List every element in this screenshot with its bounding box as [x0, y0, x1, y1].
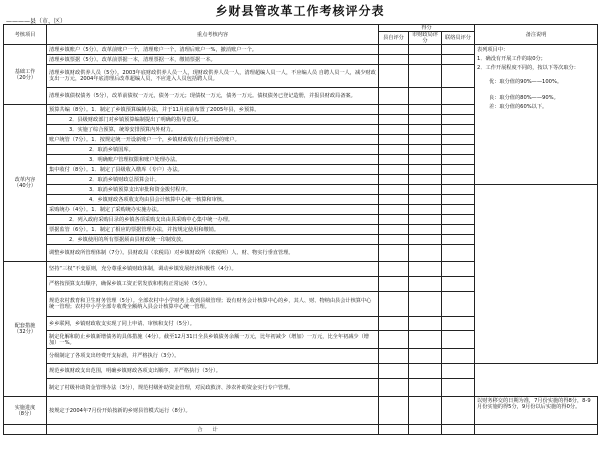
header-joint-score: 联络员评分	[442, 32, 475, 45]
row-content: 票据监管（6分）。1．制定了相应的票据管理办法，并按规定使用和缴销。	[47, 225, 379, 235]
city-score-cell[interactable]	[409, 397, 442, 425]
joint-score-cell[interactable]	[442, 65, 475, 88]
header-remark: 备注说明	[475, 25, 598, 45]
table-row	[4, 379, 598, 397]
self-score-cell[interactable]	[379, 45, 409, 55]
self-score-cell[interactable]	[379, 277, 409, 292]
self-score-cell[interactable]	[379, 317, 409, 331]
row-content: 清理乡镇账户（5分）。改革前账户一个，清理账户一个，清理后账户一%，撤消账户一个。	[47, 45, 379, 55]
city-score-cell[interactable]	[409, 225, 442, 235]
row-content: 清理乡镇债权债务（5分），改革前债权一万元，债务一万元；现债权一万元，债务一万元。债权债务已登记造册，并报县财政局备案。	[47, 88, 379, 105]
city-total-cell[interactable]	[409, 425, 442, 435]
city-score-cell[interactable]	[409, 205, 442, 215]
remark-line: 优：取分值的90%——100%。	[489, 79, 563, 85]
self-score-cell[interactable]	[379, 215, 409, 225]
joint-score-cell[interactable]	[442, 195, 475, 205]
city-score-cell[interactable]	[409, 215, 442, 225]
remark-line: 2．工作开展程度不同的，按以下等次取分：	[477, 65, 579, 71]
category-support-points: （32分）	[13, 329, 37, 335]
header-score-group: 得分	[379, 25, 475, 32]
joint-score-cell[interactable]	[442, 165, 475, 175]
joint-score-cell[interactable]	[442, 115, 475, 125]
self-score-cell[interactable]	[379, 364, 409, 379]
total-label-blank	[4, 425, 47, 435]
self-total-cell[interactable]	[379, 425, 409, 435]
self-score-cell[interactable]	[379, 205, 409, 215]
category-reform-points: （40分）	[13, 183, 37, 189]
city-score-cell[interactable]	[409, 165, 442, 175]
city-score-cell[interactable]	[409, 65, 442, 88]
row-content: 规范乡镇财政支出范围，明确乡镇财政各项支出顺序，并严格执行（3分）。	[47, 364, 379, 379]
self-score-cell[interactable]	[379, 235, 409, 245]
self-score-cell[interactable]	[379, 135, 409, 145]
joint-score-cell[interactable]	[442, 215, 475, 225]
row-content: 2．取消乡镇国库。	[47, 145, 379, 155]
city-score-cell[interactable]	[409, 292, 442, 317]
joint-score-cell[interactable]	[442, 277, 475, 292]
city-score-cell[interactable]	[409, 115, 442, 125]
city-score-cell[interactable]	[409, 235, 442, 245]
row-content: 3．明确账户管理权限和账户处理办法。	[47, 155, 379, 165]
page-title: 乡财县管改革工作考核评分表	[215, 4, 385, 18]
self-score-cell[interactable]	[379, 225, 409, 235]
city-score-cell[interactable]	[409, 379, 442, 397]
city-score-cell[interactable]	[409, 155, 442, 165]
row-content: 分级制定了各项支出经费开支标准，并严格执行（3分）。	[47, 349, 379, 364]
remark-line: 良：取分值的80%——90%。	[489, 95, 559, 101]
city-score-cell[interactable]	[409, 135, 442, 145]
row-content: 2．列入政府采购目录的乡镇各项采购支出由县采购中心集中统一办理。	[47, 215, 379, 225]
row-content: 制定了村级补助资金管理办法（3分），规范村级补助资金管理，对民政救济、涉农补助资金实行专户管理。	[47, 379, 379, 397]
self-score-cell[interactable]	[379, 155, 409, 165]
joint-score-cell[interactable]	[442, 349, 475, 364]
joint-score-cell[interactable]	[442, 225, 475, 235]
category-progress-name: 实施进度	[14, 404, 36, 411]
self-score-cell[interactable]	[379, 379, 409, 397]
row-content: 采购统办（4分）。1．制定了采购统办实施办法。	[47, 205, 379, 215]
self-score-cell[interactable]	[379, 125, 409, 135]
joint-score-cell[interactable]	[442, 185, 475, 195]
row-content: 调整乡镇财政所管理体制（7分）。县财政局（农税局）对乡镇财政所（农税所）人、财、物实行垂直管理。	[47, 245, 379, 262]
row-content: 按规定于2004年7月份开始按新的乡财县管模式运行（8分）。	[47, 397, 379, 425]
remark-line: 表列项目中：	[477, 47, 509, 53]
joint-score-cell[interactable]	[442, 135, 475, 145]
category-progress	[4, 397, 47, 425]
joint-score-cell[interactable]	[442, 125, 475, 135]
joint-score-cell[interactable]	[442, 262, 475, 277]
city-score-cell[interactable]	[409, 331, 442, 349]
self-score-cell[interactable]	[379, 245, 409, 262]
remark-empty	[475, 185, 598, 364]
city-score-cell[interactable]	[409, 145, 442, 155]
scoring-table	[3, 24, 598, 435]
city-score-cell[interactable]	[409, 88, 442, 105]
remark-progress: 以财务移交的日期为准，7月份实施的得8分，8-9月份实施的得5分，9月份以后实施的得0分。	[475, 397, 598, 425]
table-row	[4, 45, 598, 55]
self-score-cell[interactable]	[379, 397, 409, 425]
self-score-cell[interactable]	[379, 115, 409, 125]
city-score-cell[interactable]	[409, 364, 442, 379]
self-score-cell[interactable]	[379, 349, 409, 364]
joint-score-cell[interactable]	[442, 317, 475, 331]
self-score-cell[interactable]	[379, 105, 409, 115]
self-score-cell[interactable]	[379, 185, 409, 195]
self-score-cell[interactable]	[379, 65, 409, 88]
row-content: 清理乡镇票据（5分）。改革前票据一本，清理票据一本，缴销票据一本。	[47, 55, 379, 65]
row-content: 清理乡镇财政供养人员（5分）。2003年底财政供养人员一人，现财政供养人员一人，清理超编人员一人，不应编人员 自聘人员一人，减少财政支出一万元，2004年底清理后改革超编人员，不应进入人员包括聘人员。	[47, 65, 379, 88]
city-score-cell[interactable]	[409, 55, 442, 65]
city-score-cell[interactable]	[409, 262, 442, 277]
joint-score-cell[interactable]	[442, 205, 475, 215]
header-self-score: 县自评分	[379, 32, 409, 45]
joint-score-cell[interactable]	[442, 45, 475, 55]
row-content: 4．乡镇财政各项收支均由县会计核算中心统一核算和审核。	[47, 195, 379, 205]
header-row	[4, 25, 598, 32]
header-item: 考核项目	[4, 25, 47, 45]
self-score-cell[interactable]	[379, 145, 409, 155]
table-row	[4, 397, 598, 425]
joint-score-cell[interactable]	[442, 331, 475, 349]
row-content: 账户统管（7分）。1．按规定统一开设新账户一个，乡镇财政收有自行开设的账户。	[47, 135, 379, 145]
city-score-cell[interactable]	[409, 45, 442, 55]
row-content: 3．取消乡镇预算支出审批和资金拨付程序。	[47, 185, 379, 195]
category-reform-name: 改革内容	[14, 177, 36, 183]
city-score-cell[interactable]	[409, 195, 442, 205]
row-content: 3．实施了综合预算，统筹安排预算内外财力。	[47, 125, 379, 135]
joint-total-cell[interactable]	[442, 425, 475, 435]
city-score-cell[interactable]	[409, 349, 442, 364]
category-reform	[4, 105, 47, 262]
city-score-cell[interactable]	[409, 317, 442, 331]
self-score-cell[interactable]	[379, 165, 409, 175]
joint-score-cell[interactable]	[442, 145, 475, 155]
self-score-cell[interactable]	[379, 195, 409, 205]
category-basic-name: 基础工作	[14, 68, 36, 75]
row-content: 2．县级财政部门对乡镇预算编制提出了明确的指导意见。	[47, 115, 379, 125]
row-content: 乡乡联网，乡镇财政收支实现了同上申请、审核和支付（5分）。	[47, 317, 379, 331]
header-city-score: 市财政局评分	[409, 32, 442, 45]
table-row	[4, 185, 598, 195]
joint-score-cell[interactable]	[442, 397, 475, 425]
city-score-cell[interactable]	[409, 245, 442, 262]
category-progress-points: （8分）	[15, 410, 35, 417]
row-content: 预算共编（8分）。1．制定了乡镇预算编制办法，并于11月底前布置了2005年县，乡预算。	[47, 105, 379, 115]
total-label: 合计	[47, 425, 379, 435]
joint-score-cell[interactable]	[442, 55, 475, 65]
self-score-cell[interactable]	[379, 88, 409, 105]
self-score-cell[interactable]	[379, 292, 409, 317]
total-row	[4, 425, 598, 435]
remark-line: 差：取分值的60%以下。	[489, 104, 548, 110]
joint-score-cell[interactable]	[442, 364, 475, 379]
remark-total-cell	[475, 425, 598, 435]
self-score-cell[interactable]	[379, 55, 409, 65]
joint-score-cell[interactable]	[442, 292, 475, 317]
category-support	[4, 262, 47, 397]
row-content: 集中收付（8分）。1．制定了县级收入缴库（专户）办法。	[47, 165, 379, 175]
joint-score-cell[interactable]	[442, 245, 475, 262]
city-score-cell[interactable]	[409, 175, 442, 185]
row-content: 严格按预算支出顺序，确保乡镇工资正常发放和机构正常运转（5分）。	[47, 277, 379, 292]
table-row	[4, 364, 598, 379]
category-basic-points: （20分）	[13, 74, 37, 81]
joint-score-cell[interactable]	[442, 379, 475, 397]
category-support-name: 配套措施	[14, 323, 36, 329]
city-score-cell[interactable]	[409, 125, 442, 135]
row-content: 规范农村教育和卫生财务管理（5分）。全部农村中小学财务上收到县级管理；设有财务会计核算中心的乡，其人、财、物纳由县会计核算中心统一管理；农村中小学全部专收费全额纳入县会计核算中心统一管理。	[47, 292, 379, 317]
row-content: 2．乡镇使用的所有票据须由县财政统一印制发放。	[47, 235, 379, 245]
city-score-cell[interactable]	[409, 105, 442, 115]
self-score-cell[interactable]	[379, 262, 409, 277]
joint-score-cell[interactable]	[442, 235, 475, 245]
self-score-cell[interactable]	[379, 175, 409, 185]
row-content: 2．取消乡镇财政总预算会计。	[47, 175, 379, 185]
remark-basic	[475, 45, 598, 185]
joint-score-cell[interactable]	[442, 105, 475, 115]
joint-score-cell[interactable]	[442, 175, 475, 185]
self-score-cell[interactable]	[379, 331, 409, 349]
row-content: 制定化解和防止乡镇新增债务的具体措施（4分）。截至12月31日全县乡镇债务余额一万元，比年初减少（增加）一万元，比全年初减少（增加）一%。	[47, 331, 379, 349]
row-content: 坚持“三权”不变原则，充分尊重乡镇财政体制，调动乡镇发展经济积极性（4分）。	[47, 262, 379, 277]
remark-line: 1．确没有开展工作的取0分；	[477, 56, 546, 62]
category-basic	[4, 45, 47, 105]
county-line: ————县（市、区）	[6, 18, 67, 25]
city-score-cell[interactable]	[409, 185, 442, 195]
header-content: 重点考核内容	[47, 25, 379, 45]
city-score-cell[interactable]	[409, 277, 442, 292]
joint-score-cell[interactable]	[442, 88, 475, 105]
joint-score-cell[interactable]	[442, 155, 475, 165]
